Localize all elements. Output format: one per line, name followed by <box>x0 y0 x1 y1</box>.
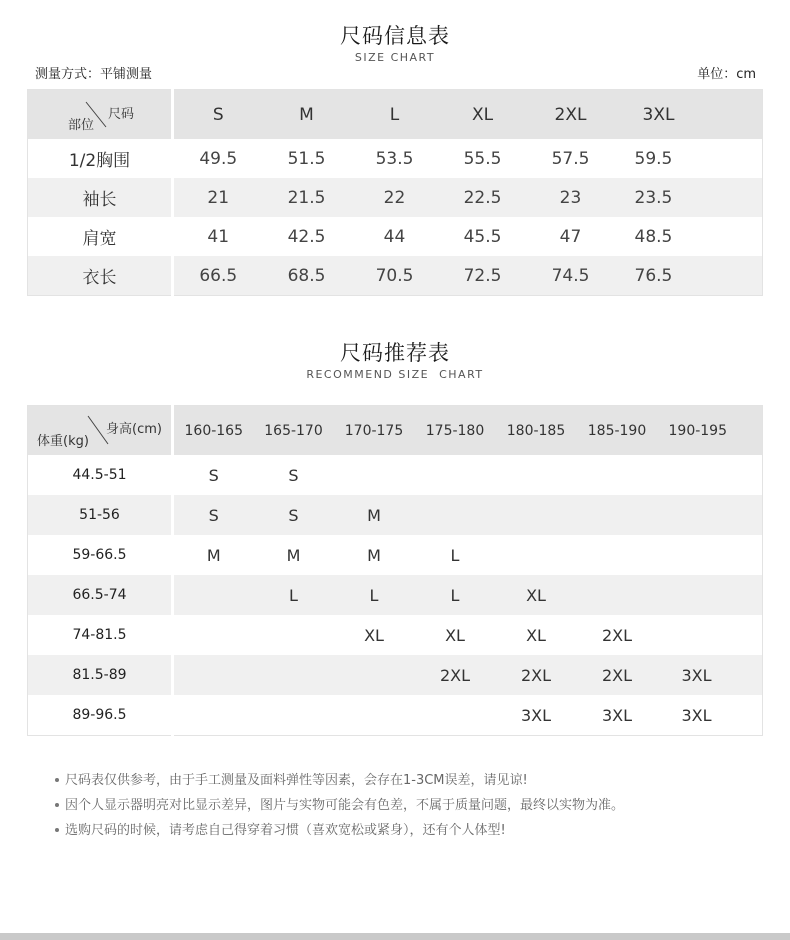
height-header: 170-175 <box>334 406 415 456</box>
row-label: 89-96.5 <box>28 695 173 736</box>
row-label: 44.5-51 <box>28 455 173 495</box>
height-header: 190-195 <box>658 406 763 456</box>
table-cell: XL <box>526 625 546 645</box>
table-cell <box>173 655 254 695</box>
table-cell: 2XL <box>496 655 577 695</box>
corner-weight-label: 体重(kg) <box>37 434 89 449</box>
table-cell <box>334 455 415 495</box>
table-cell <box>334 695 415 736</box>
table-cell <box>254 615 334 655</box>
bullet-icon <box>55 778 59 782</box>
table-row <box>28 495 763 535</box>
corner-size-label: 尺码 <box>108 107 135 122</box>
table-row <box>28 615 763 655</box>
table-cell: 2XL <box>415 655 496 695</box>
table-cell <box>658 615 763 655</box>
table-cell <box>577 495 658 535</box>
row-label: 59-66.5 <box>28 535 173 575</box>
table-cell <box>415 695 496 736</box>
size-header-row <box>28 90 763 140</box>
table-cell: M <box>334 495 415 535</box>
table-cell: XL <box>445 625 465 645</box>
size-chart-table <box>27 89 763 296</box>
table-cell: L <box>450 545 460 565</box>
table-cell: 59.5 <box>634 148 673 169</box>
table-cell: S <box>173 495 254 535</box>
table-cell: 41 <box>207 226 230 247</box>
size-chart-corner <box>28 90 173 140</box>
table-cell: 21 <box>173 178 263 217</box>
table-cell <box>173 615 254 655</box>
table-cell: 23.5 <box>615 178 763 217</box>
table-cell: 57.5 <box>551 148 590 169</box>
table-cell: 53.5 <box>375 148 414 169</box>
table-cell: 21.5 <box>263 178 351 217</box>
height-header-row <box>28 406 763 456</box>
table-cell <box>577 535 658 575</box>
table-cell: L <box>254 575 334 615</box>
table-cell <box>496 455 577 495</box>
row-label: 66.5-74 <box>28 575 173 615</box>
table-row <box>28 655 763 695</box>
note-text: 尺码表仅供参考，由于手工测量及面料弹性等因素，会存在1-3CM误差，请见谅! <box>65 773 528 788</box>
table-cell: 55.5 <box>463 148 502 169</box>
table-cell <box>173 575 254 615</box>
note-text: 选购尺码的时候，请考虑自己得穿着习惯（喜欢宽松或紧身），还有个人体型! <box>65 823 506 838</box>
note-text: 因个人显示器明亮对比显示差异，图片与实物可能会有色差，不属于质量问题，最终以实物为准。 <box>65 798 625 813</box>
table-cell <box>334 655 415 695</box>
recommend-chart-title: 尺码推荐表 <box>340 341 450 365</box>
table-cell: 51.5 <box>287 148 326 169</box>
table-cell: 3XL <box>520 705 552 725</box>
table-row <box>28 575 763 615</box>
row-label: 衣长 <box>28 256 173 296</box>
table-cell: L <box>334 575 415 615</box>
note-item <box>55 772 624 797</box>
table-cell <box>496 495 577 535</box>
height-header: 175-180 <box>415 406 496 456</box>
row-label: 袖长 <box>28 178 173 217</box>
size-header-3xl: 3XL <box>615 90 763 140</box>
table-cell: 70.5 <box>351 256 439 296</box>
table-cell: S <box>208 465 219 485</box>
table-cell: M <box>286 545 301 565</box>
corner-part-label: 部位 <box>68 118 95 133</box>
size-chart-subtitle: SIZE CHART <box>354 51 436 64</box>
height-header: 160-165 <box>173 406 254 456</box>
table-cell: 66.5 <box>173 256 263 296</box>
table-row <box>28 256 763 296</box>
table-row <box>28 535 763 575</box>
table-cell: M <box>367 545 381 565</box>
corner-height-label: 身高(cm) <box>106 422 162 437</box>
row-label: 1/2胸围 <box>28 139 173 178</box>
table-cell: 74.5 <box>527 256 615 296</box>
unit-label: 单位：cm <box>697 67 756 82</box>
table-cell: 72.5 <box>439 256 527 296</box>
recommend-chart-subtitle: RECOMMEND SIZE CHART <box>306 368 484 381</box>
table-cell: 42.5 <box>287 226 326 247</box>
table-cell: M <box>206 545 221 565</box>
table-cell <box>254 695 334 736</box>
table-cell: 2XL <box>601 625 633 645</box>
table-cell: 22.5 <box>439 178 527 217</box>
table-cell <box>658 575 763 615</box>
table-cell: 23 <box>527 178 615 217</box>
height-header: 165-170 <box>254 406 334 456</box>
table-cell: S <box>288 465 299 485</box>
table-row <box>28 455 763 495</box>
row-label: 肩宽 <box>28 217 173 256</box>
table-cell <box>658 455 763 495</box>
height-header: 180-185 <box>496 406 577 456</box>
table-cell: 48.5 <box>634 226 673 247</box>
note-item <box>55 797 624 822</box>
table-cell: 22 <box>351 178 439 217</box>
size-header-2xl: 2XL <box>527 90 615 140</box>
table-cell: 49.5 <box>199 148 238 169</box>
size-header-xl: XL <box>439 90 527 140</box>
table-cell <box>577 575 658 615</box>
table-cell: 76.5 <box>615 256 763 296</box>
table-cell <box>415 455 496 495</box>
table-cell: S <box>254 495 334 535</box>
table-cell <box>577 455 658 495</box>
recommend-chart-table <box>27 405 763 736</box>
table-row <box>28 139 763 178</box>
table-cell <box>254 655 334 695</box>
row-label: 74-81.5 <box>28 615 173 655</box>
table-cell <box>496 535 577 575</box>
table-cell: XL <box>364 625 384 645</box>
size-header-l: L <box>351 90 439 140</box>
row-label: 81.5-89 <box>28 655 173 695</box>
size-header-m: M <box>263 90 351 140</box>
measure-method: 测量方式：平铺测量 <box>35 67 153 82</box>
table-row <box>28 695 763 736</box>
table-cell: 3XL <box>681 705 712 725</box>
table-cell: 3XL <box>601 705 633 725</box>
table-row <box>28 178 763 217</box>
size-chart-title: 尺码信息表 <box>340 24 450 48</box>
notes-list <box>55 772 624 847</box>
diagonal-divider <box>28 90 170 139</box>
table-row <box>28 217 763 256</box>
bullet-icon <box>55 828 59 832</box>
bullet-icon <box>55 803 59 807</box>
footer-bar <box>0 933 790 940</box>
table-cell: 2XL <box>577 655 658 695</box>
table-cell <box>173 695 254 736</box>
table-cell: 3XL <box>658 655 763 695</box>
row-label: 51-56 <box>28 495 173 535</box>
table-cell: XL <box>496 575 577 615</box>
table-cell: 44 <box>383 226 406 247</box>
note-item <box>55 822 624 847</box>
recommend-chart-corner <box>28 406 173 456</box>
height-header: 185-190 <box>577 406 658 456</box>
table-cell <box>658 535 763 575</box>
table-cell: 45.5 <box>463 226 502 247</box>
table-cell <box>658 495 763 535</box>
table-cell <box>415 495 496 535</box>
size-header-s: S <box>173 90 263 140</box>
table-cell: 68.5 <box>263 256 351 296</box>
table-cell: L <box>415 575 496 615</box>
table-cell: 47 <box>559 226 582 247</box>
